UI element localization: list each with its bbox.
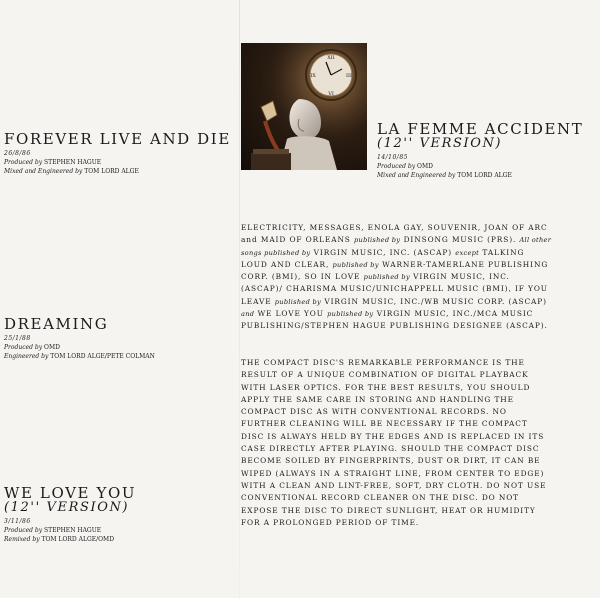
track-date: 14/10/85: [377, 154, 408, 161]
clock-numeral-9: IX: [310, 73, 316, 79]
track-version: (12'' VERSION): [4, 500, 130, 515]
track-la-femme-accident: [377, 121, 583, 180]
producer-credit: Produced by STEPHEN HAGUE: [4, 159, 102, 166]
artwork-illustration: [241, 43, 367, 170]
booklet-fold: [239, 0, 240, 598]
remix-credit: Remixed by TOM LORD ALGE/OMD: [4, 536, 115, 543]
track-date: 25/1/88: [4, 335, 31, 342]
track-date: 26/8/86: [4, 150, 31, 157]
album-artwork: [241, 43, 367, 170]
clock-numeral-6: VI: [328, 91, 334, 97]
track-title: DREAMING: [4, 315, 109, 333]
clock-numeral-3: III: [346, 73, 352, 79]
track-date: 3/11/86: [4, 518, 31, 525]
publishing-credits: ELECTRICITY, MESSAGES, ENOLA GAY, SOUVENIR, JOAN OF ARC and MAID OF ORLEANS published by DINSONG MUSIC (PRS). All other songs published by VIRGIN MUSIC, INC. (ASCAP) except TALKING LOUD AND CLEAR, published by WARNER-TAMERLANE PUBLISHING CORP. (BMI), SO IN LOVE published by VIRGIN MUSIC, INC. (ASCAP)/ CHARISMA MUSIC/UNICHAPPELL MUSIC (BMI), IF YOU LEAVE published by VIRGIN MUSIC, INC./WB MUSIC CORP. (ASCAP) and WE LOVE YOU published by VIRGIN MUSIC, INC./MCA MUSIC PUBLISHING/STEPHEN HAGUE PUBLISHING DESIGNEE (ASCAP).: [241, 223, 552, 331]
track-title: FOREVER LIVE AND DIE: [4, 130, 231, 148]
engineer-credit: Engineered by TOM LORD ALGE/PETE COLMAN: [4, 353, 155, 360]
track-title: LA FEMME ACCIDENT: [377, 120, 584, 138]
track-forever-live-and-die: [4, 131, 231, 176]
track-version: (12'' VERSION): [377, 136, 503, 151]
track-dreaming: [4, 316, 155, 361]
compact-disc-care-notice: THE COMPACT DISC'S REMARKABLE PERFORMANCE IS THE RESULT OF A UNIQUE COMBINATION OF DIGITAL PLAYBACK WITH LASER OPTICS. FOR THE BEST RESULTS, YOU SHOULD APPLY THE SAME CARE IN STORING AND HANDLING THE COMPACT DISC AS WITH CONVENTIONAL RECORDS. NO FURTHER CLEANING WILL BE NECESSARY IF THE COMPACT DISC IS ALWAYS HELD BY THE EDGES AND IS REPLACED IN ITS CASE DIRECTLY AFTER PLAYING. SHOULD THE COMPACT DISC BECOME SOILED BY FINGERPRINTS, DUST OR DIRT, IT CAN BE WIPED (ALWAYS IN A STRAIGHT LINE, FROM CENTER TO EDGE) WITH A CLEAN AND LINT-FREE, SOFT, DRY CLOTH. DO NOT USE CONVENTIONAL RECORD CLEANER ON THE DISC. DO NOT EXPOSE THE DISC TO DIRECT SUNLIGHT, HEAT OR HUMIDITY FOR A PROLONGED PERIOD OF TIME.: [241, 358, 547, 527]
pedestal: [251, 153, 291, 170]
clock-numeral-12: XII: [327, 55, 335, 61]
mix-credit: Mixed and Engineered by TOM LORD ALGE: [4, 168, 139, 175]
producer-credit: Produced by OMD: [4, 344, 60, 351]
producer-credit: Produced by STEPHEN HAGUE: [4, 527, 102, 534]
track-we-love-you: [4, 485, 136, 544]
mix-credit: Mixed and Engineered by TOM LORD ALGE: [377, 172, 512, 179]
track-title: WE LOVE YOU: [4, 484, 137, 502]
producer-credit: Produced by OMD: [377, 163, 433, 170]
